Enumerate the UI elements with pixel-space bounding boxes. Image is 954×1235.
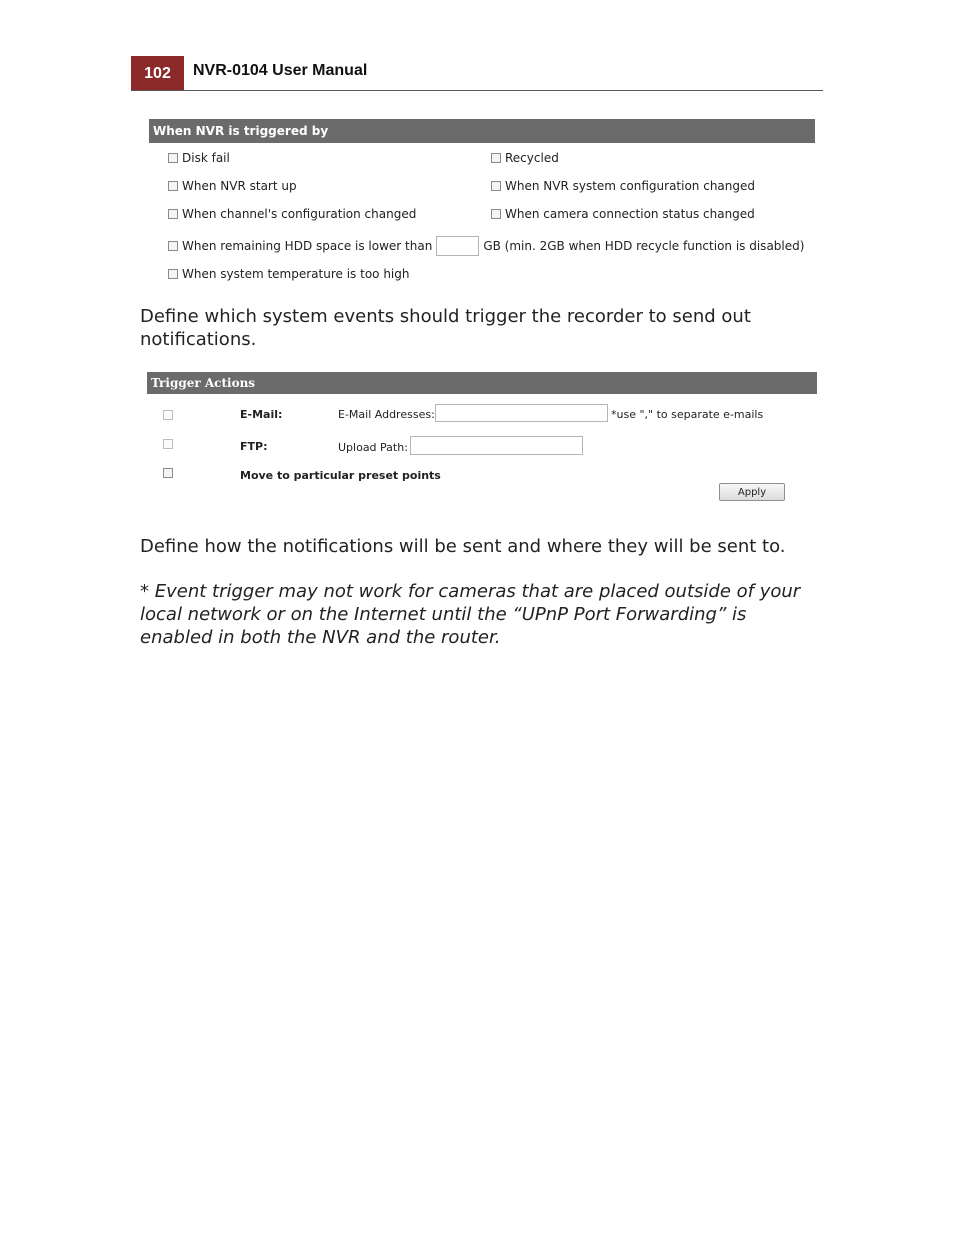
option-recycled[interactable] (491, 151, 559, 165)
nvr-config-changed-checkbox[interactable] (491, 181, 501, 191)
page-number: 102 (131, 56, 184, 91)
recycled-checkbox[interactable] (491, 153, 501, 163)
channel-config-changed-checkbox[interactable] (168, 209, 178, 219)
email-label: E-Mail: (240, 408, 283, 421)
actions-panel-header (147, 372, 817, 394)
temperature-high-label: When system temperature is too high (182, 267, 410, 281)
email-hint: *use "," to separate e-mails (611, 408, 764, 421)
nvr-config-changed-label: When NVR system configuration changed (505, 179, 756, 193)
option-disk-fail[interactable] (168, 151, 230, 165)
ftp-label: FTP: (240, 440, 268, 453)
upload-path-label: Upload Path: (338, 441, 408, 454)
option-nvr-config-changed[interactable] (491, 179, 755, 193)
option-hdd-space-low[interactable] (168, 236, 804, 256)
temperature-high-checkbox[interactable] (168, 269, 178, 279)
nvr-start-up-label: When NVR start up (182, 179, 297, 193)
paragraph-trigger-description: Define which system events should trigger the recorder to send out notifications. (140, 306, 751, 350)
option-camera-connection-changed[interactable] (491, 207, 755, 221)
email-checkbox[interactable] (163, 410, 173, 420)
manual-title: NVR-0104 User Manual (193, 62, 368, 79)
camera-connection-changed-checkbox[interactable] (491, 209, 501, 219)
apply-button[interactable]: Apply (719, 483, 785, 501)
preset-checkbox[interactable] (163, 468, 173, 478)
recycled-label: Recycled (505, 151, 559, 165)
nvr-start-up-checkbox[interactable] (168, 181, 178, 191)
ftp-checkbox[interactable] (163, 439, 173, 449)
disk-fail-checkbox[interactable] (168, 153, 178, 163)
upnp-note: * Event trigger may not work for cameras that are placed outside of your local network or on the Internet until the “UPnP Port Forwarding” is enabled in both the NVR and the router. (140, 581, 801, 648)
option-nvr-start-up[interactable] (168, 179, 297, 193)
option-channel-config-changed[interactable] (168, 207, 416, 221)
upload-path-input[interactable] (410, 436, 583, 455)
hdd-space-input[interactable] (436, 236, 479, 256)
actions-panel-title: Trigger Actions (151, 376, 256, 390)
channel-config-changed-label: When channel's configuration changed (182, 207, 417, 221)
camera-connection-changed-label: When camera connection status changed (505, 207, 755, 221)
email-addresses-input[interactable] (435, 404, 608, 422)
trigger-panel-title: When NVR is triggered by (153, 124, 329, 138)
preset-label: Move to particular preset points (240, 469, 441, 482)
disk-fail-label: Disk fail (182, 151, 230, 165)
paragraph-actions-description: Define how the notifications will be sent and where they will be sent to. (140, 536, 786, 557)
trigger-panel-header (149, 119, 815, 143)
option-temperature-high[interactable] (168, 267, 409, 281)
header-divider (131, 90, 823, 91)
hdd-space-suffix: GB (min. 2GB when HDD recycle function is disabled) (483, 239, 805, 253)
email-addresses-label: E-Mail Addresses: (338, 408, 435, 421)
hdd-space-low-checkbox[interactable] (168, 241, 178, 251)
hdd-space-low-label: When remaining HDD space is lower than (182, 239, 433, 253)
